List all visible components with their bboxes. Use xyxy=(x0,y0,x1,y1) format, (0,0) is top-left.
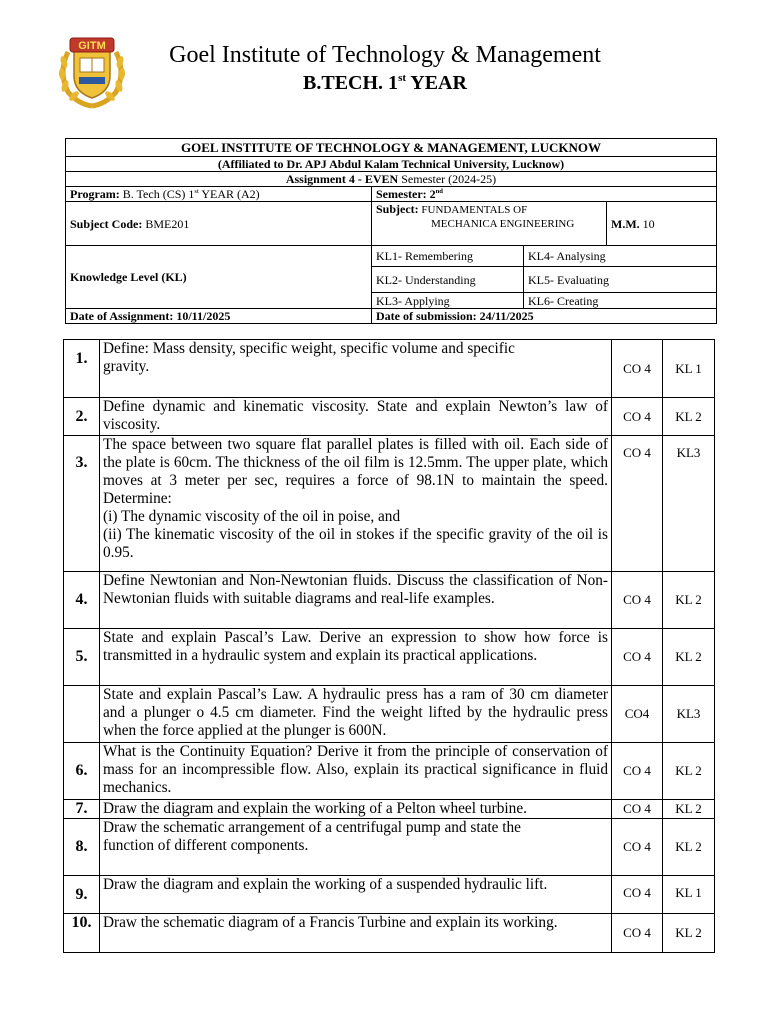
question-number xyxy=(64,686,100,743)
question-line: (i) The dynamic viscosity of the oil in poise, and xyxy=(103,508,401,525)
course-outcome: CO 4 xyxy=(612,800,663,819)
question-row xyxy=(64,819,715,876)
question-number: 10. xyxy=(64,914,100,953)
question-row xyxy=(64,398,715,436)
course-outcome: CO 4 xyxy=(612,572,663,629)
question-row xyxy=(64,686,715,743)
question-line: The space between two square flat parallel plates is filled with oil. Each side of the plate is 60cm. The thickness of the oil film is 12.5mm. The upper plate, which moves at 3 meter per sec, requires a force of 98.1N to maintain the speed. Determine: xyxy=(103,436,608,507)
question-number: 3. xyxy=(64,436,100,572)
question-number: 8. xyxy=(64,819,100,876)
course-outcome: CO4 xyxy=(612,686,663,743)
kl4: KL4- Analysing xyxy=(524,246,717,267)
institute-logo xyxy=(54,32,130,110)
knowledge-level: KL 2 xyxy=(663,398,715,436)
logo-emblem-icon xyxy=(54,32,130,110)
course-outcome: CO 4 xyxy=(612,629,663,686)
question-row xyxy=(64,572,715,629)
course-outcome: CO 4 xyxy=(612,819,663,876)
question-row xyxy=(64,629,715,686)
question-number: 2. xyxy=(64,398,100,436)
question-line: Draw the diagram and explain the working of a suspended hydraulic lift. xyxy=(103,876,548,893)
question-text xyxy=(100,800,612,819)
question-line: Define Newtonian and Non-Newtonian fluids. Discuss the classification of Non-Newtonian fluids with suitable diagrams and real-life examples. xyxy=(103,572,608,607)
question-number: 5. xyxy=(64,629,100,686)
knowledge-level: KL 2 xyxy=(663,743,715,800)
question-text xyxy=(100,629,612,686)
affiliation: (Affiliated to Dr. APJ Abdul Kalam Technical University, Lucknow) xyxy=(66,157,717,172)
question-number: 7. xyxy=(64,800,100,819)
knowledge-level: KL 2 xyxy=(663,914,715,953)
question-number: 9. xyxy=(64,876,100,914)
question-line: Define: Mass density, specific weight, specific volume and specific xyxy=(103,340,515,357)
question-line: (ii) The kinematic viscosity of the oil in stokes if the specific gravity of the oil is 0.95. xyxy=(103,526,608,561)
question-line: function of different components. xyxy=(103,837,309,854)
question-number: 6. xyxy=(64,743,100,800)
knowledge-level: KL 2 xyxy=(663,629,715,686)
question-text xyxy=(100,743,612,800)
question-number: 1. xyxy=(64,340,100,398)
knowledge-level: KL 2 xyxy=(663,800,715,819)
knowledge-level: KL3 xyxy=(663,436,715,572)
question-text xyxy=(100,819,612,876)
assignment-title: Assignment 4 - EVEN Semester (2024-25) xyxy=(66,172,717,187)
knowledge-level-label: Knowledge Level (KL) xyxy=(66,246,372,309)
kl5: KL5- Evaluating xyxy=(524,267,717,293)
questions-table xyxy=(63,339,715,953)
question-text xyxy=(100,686,612,743)
knowledge-level: KL 2 xyxy=(663,572,715,629)
max-marks: M.M. 10 xyxy=(607,202,717,246)
question-line: Draw the schematic arrangement of a centrifugal pump and state the xyxy=(103,819,521,836)
subject-code: Subject Code: BME201 xyxy=(66,202,372,246)
knowledge-level: KL 1 xyxy=(663,340,715,398)
question-line: Draw the diagram and explain the working of a Pelton wheel turbine. xyxy=(103,800,527,817)
kl1: KL1- Remembering xyxy=(372,246,524,267)
date-of-assignment: Date of Assignment: 10/11/2025 xyxy=(66,309,372,324)
program: Program: B. Tech (CS) 1st YEAR (A2) xyxy=(66,187,372,202)
subject: Subject: FUNDAMENTALS OF MECHANICA ENGINEERING xyxy=(372,202,607,246)
knowledge-level: KL3 xyxy=(663,686,715,743)
question-text xyxy=(100,436,612,572)
question-text xyxy=(100,398,612,436)
kl2: KL2- Understanding xyxy=(372,267,524,293)
question-text xyxy=(100,876,612,914)
logo-text: GITM xyxy=(78,40,106,52)
course-outcome: CO 4 xyxy=(612,436,663,572)
semester: Semester: 2nd xyxy=(372,187,717,202)
question-row xyxy=(64,876,715,914)
institute-title: Goel Institute of Technology & Management xyxy=(169,42,601,68)
question-line: State and explain Pascal’s Law. Derive an expression to show how force is transmitted in a hydraulic system and explain its practical applications. xyxy=(103,629,608,664)
question-text xyxy=(100,572,612,629)
question-row xyxy=(64,340,715,398)
course-outcome: CO 4 xyxy=(612,876,663,914)
question-line: State and explain Pascal’s Law. A hydraulic press has a ram of 30 cm diameter and a plunger o 4.5 cm diameter. Find the weight lifted by the hydraulic press when the force applied at the plunger is 600N. xyxy=(103,686,608,739)
question-text xyxy=(100,340,612,398)
assignment-info-table xyxy=(65,138,717,324)
question-line: Define dynamic and kinematic viscosity. State and explain Newton’s law of viscosity. xyxy=(103,398,608,433)
question-row xyxy=(64,914,715,953)
question-text xyxy=(100,914,612,953)
year-title: B.TECH. 1st YEAR xyxy=(303,71,467,94)
kl3: KL3- Applying xyxy=(372,293,524,309)
knowledge-level: KL 1 xyxy=(663,876,715,914)
question-number: 4. xyxy=(64,572,100,629)
course-outcome: CO 4 xyxy=(612,340,663,398)
date-of-submission: Date of submission: 24/11/2025 xyxy=(372,309,717,324)
question-line: Draw the schematic diagram of a Francis Turbine and explain its working. xyxy=(103,914,558,931)
course-outcome: CO 4 xyxy=(612,398,663,436)
course-outcome: CO 4 xyxy=(612,743,663,800)
kl6: KL6- Creating xyxy=(524,293,717,309)
course-outcome: CO 4 xyxy=(612,914,663,953)
question-row xyxy=(64,436,715,572)
knowledge-level: KL 2 xyxy=(663,819,715,876)
question-row xyxy=(64,800,715,819)
institute-full-name: GOEL INSTITUTE OF TECHNOLOGY & MANAGEMENT, LUCKNOW xyxy=(66,139,717,157)
question-line: What is the Continuity Equation? Derive it from the principle of conservation of mass for an incompressible flow. Also, explain its practical significance in fluid mechanics. xyxy=(103,743,608,796)
question-line: gravity. xyxy=(103,358,150,375)
question-row xyxy=(64,743,715,800)
